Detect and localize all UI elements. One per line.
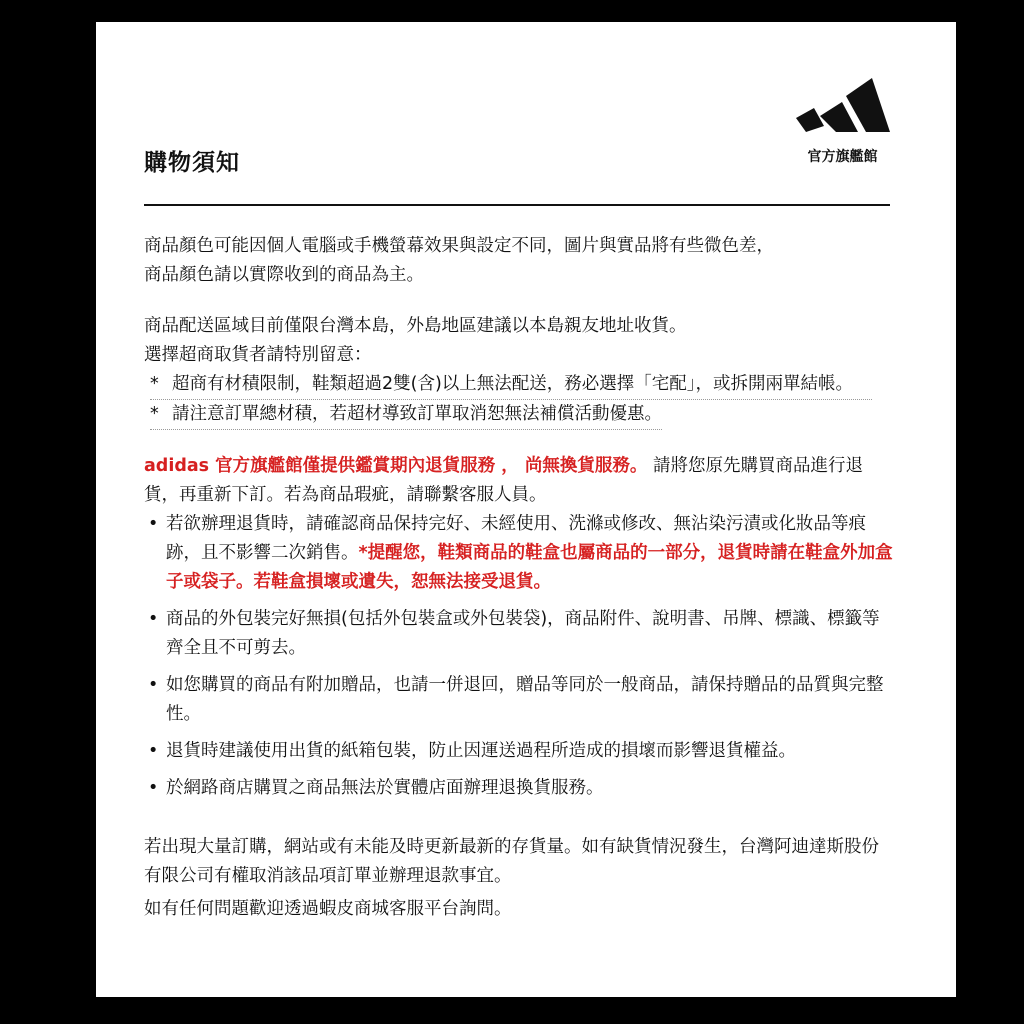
asterisk-icon: * (150, 404, 159, 424)
return-policy-highlight: adidas 官方旗艦館僅提供鑑賞期內退貨服務 ， 尚無換貨服務。 (144, 456, 648, 476)
list-item (144, 737, 896, 766)
store-note (150, 370, 872, 400)
adidas-logo-icon (794, 74, 890, 136)
page-title: 購物須知 (144, 150, 240, 176)
list-item-text: 商品的外包裝完好無損(包括外包裝盒或外包裝袋)，商品附件、說明書、吊牌、標識、標籤等齊全且不可剪去。 (166, 609, 880, 658)
store-note-text: 超商有材積限制，鞋類超過2雙(含)以上無法配送，務必選擇「宅配」，或拆開兩單結帳。 (172, 374, 854, 394)
divider (144, 204, 890, 206)
bullet-icon: • (148, 675, 159, 695)
store-note (150, 400, 662, 430)
asterisk-icon: * (150, 374, 159, 394)
bullet-icon: • (148, 741, 159, 761)
color-notice-line: 商品顏色請以實際收到的商品為主。 (144, 265, 424, 285)
contact-notice: 如有任何問題歡迎透過蝦皮商城客服平台詢問。 (144, 899, 512, 919)
list-item-text: 退貨時建議使用出貨的紙箱包裝，防止因運送過程所造成的損壞而影響退貨權益。 (166, 741, 796, 761)
return-conditions-list (144, 510, 896, 803)
return-policy-text: 請將您原先購買商品進行退貨，再重新下訂。若為商品瑕疵，請聯繫客服人員。 (144, 456, 863, 505)
return-policy-intro (144, 452, 896, 510)
store-note-text: 請注意訂單總材積，若超材導致訂單取消恕無法補償活動優惠。 (172, 404, 662, 424)
shopping-notice-card (96, 22, 956, 997)
list-item (144, 605, 896, 663)
brand-label: 官方旗艦館 (807, 149, 878, 165)
list-item-text: 如您購買的商品有附加贈品，也請一併退回，贈品等同於一般商品，請保持贈品的品質與完整性。 (166, 675, 884, 724)
list-item-text: 於網路商店購買之商品無法於實體店面辦理退換貨服務。 (166, 778, 604, 798)
shoebox-warning: *提醒您，鞋類商品的鞋盒也屬商品的一部分，退貨時請在鞋盒外加盒子或袋子。若鞋盒損壞或遺失，恕無法接受退貨。 (166, 543, 893, 592)
bullet-icon: • (148, 778, 159, 798)
list-item-text: 若欲辦理退貨時，請確認商品保持完好、未經使用、洗滌或修改、無沾染污漬或化妝品等痕跡，且不影響二次銷售。 (166, 514, 866, 563)
bullet-icon: • (148, 609, 159, 629)
color-notice-line: 商品顏色可能因個人電腦或手機螢幕效果與設定不同，圖片與實品將有些微色差， (144, 236, 774, 256)
color-notice (144, 232, 896, 290)
delivery-notice-line: 商品配送區域目前僅限台灣本島，外島地區建議以本島親友地址收貨。 (144, 316, 687, 336)
convenience-store-heading: 選擇超商取貨者請特別留意： (144, 345, 372, 365)
list-item (144, 671, 896, 729)
stock-notice: 若出現大量訂購，網站或有未能及時更新最新的存貨量。如有缺貨情況發生，台灣阿迪達斯股份有限公司有權取消該品項訂單並辦理退款事宜。 (144, 837, 879, 886)
list-item (144, 510, 896, 597)
list-item (144, 774, 896, 803)
delivery-notice (144, 312, 896, 370)
bullet-icon: • (148, 514, 159, 534)
notice-body (144, 232, 896, 924)
